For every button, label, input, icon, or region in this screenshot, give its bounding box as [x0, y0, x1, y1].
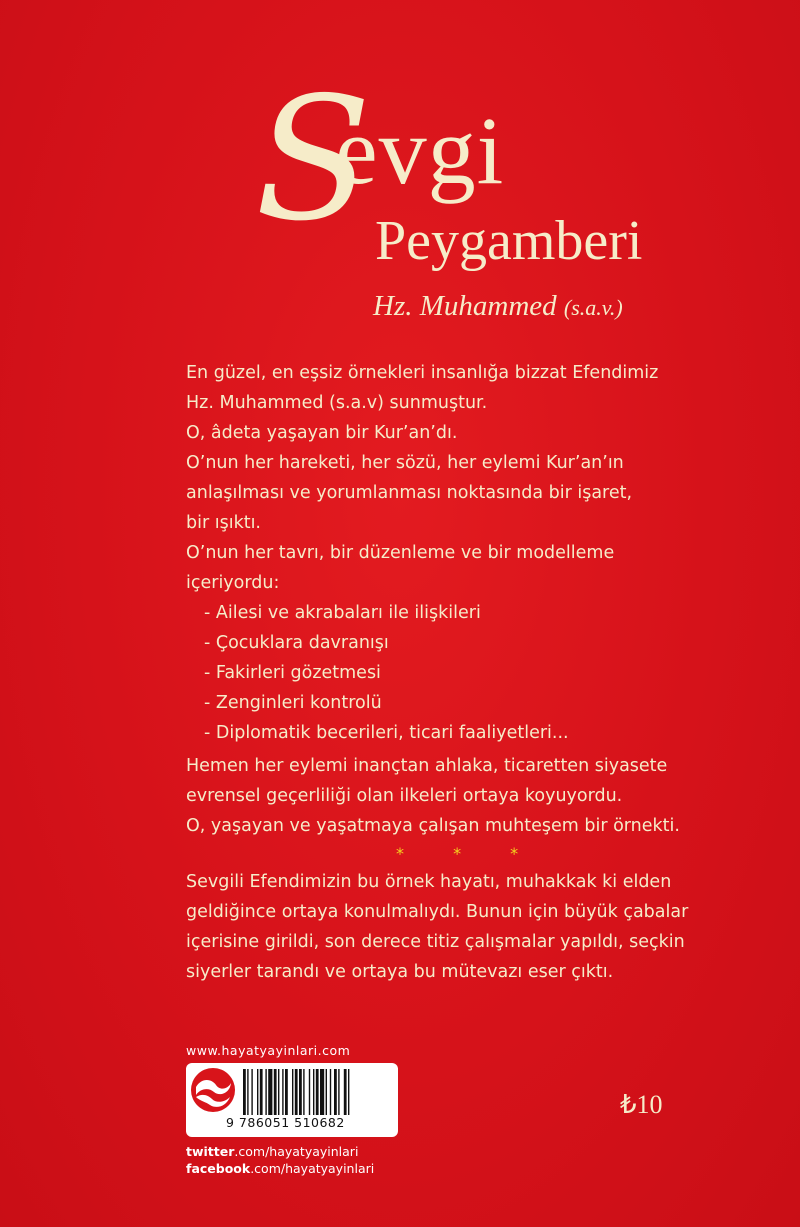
publisher-logo-icon [190, 1067, 236, 1113]
blurb-line: O, yaşayan ve yaşatmaya çalışan muhteşem bir örnekti. [186, 816, 680, 836]
separator-stars: * * * [396, 844, 541, 863]
blurb-line: bir ışıktı. [186, 513, 261, 533]
blurb-line: Sevgili Efendimizin bu örnek hayatı, muhakkak ki elden [186, 872, 672, 892]
title-initial: S [255, 61, 372, 259]
blurb-line: O, âdeta yaşayan bir Kur’an’dı. [186, 423, 458, 443]
twitter-link[interactable] [186, 1144, 358, 1159]
blurb-line: O’nun her tavrı, bir düzenleme ve bir modelleme [186, 543, 615, 563]
subtitle-honorific: (s.a.v.) [563, 295, 623, 320]
bullet-item: - Diplomatik becerileri, ticari faaliyetleri... [204, 723, 569, 743]
title-line-1: evgi [335, 97, 505, 204]
facebook-path: .com/hayatyayinlari [250, 1161, 375, 1176]
title-block [255, 61, 685, 335]
blurb-line: Hemen her eylemi inançtan ahlaka, ticaretten siyasete [186, 756, 668, 776]
isbn-barcode-box [186, 1063, 398, 1137]
barcode [242, 1069, 392, 1115]
subtitle [373, 290, 623, 323]
twitter-path: .com/hayatyayinlari [234, 1144, 359, 1159]
blurb-line: içerisine girildi, son derece titiz çalışmalar yapıldı, seçkin [186, 932, 685, 952]
facebook-link[interactable] [186, 1161, 374, 1176]
bullet-item: - Zenginleri kontrolü [204, 693, 382, 713]
blurb-line: Hz. Muhammed (s.a.v) sunmuştur. [186, 393, 488, 413]
blurb-line: evrensel geçerliliği olan ilkeleri ortaya koyuyordu. [186, 786, 623, 806]
blurb-line: içeriyordu: [186, 573, 280, 593]
bullet-item: - Çocuklara davranışı [204, 633, 389, 653]
isbn-number: 9 786051 510682 [226, 1115, 345, 1130]
bullet-item: - Ailesi ve akrabaları ile ilişkileri [204, 603, 481, 623]
title-line-2: Peygamberi [375, 210, 643, 272]
blurb-line: En güzel, en eşsiz örnekleri insanlığa bizzat Efendimiz [186, 363, 659, 383]
blurb-text [186, 358, 746, 987]
blurb-line: geldiğince ortaya konulmalıydı. Bunun için büyük çabalar [186, 902, 689, 922]
blurb-line: siyerler tarandı ve ortaya bu mütevazı eser çıktı. [186, 962, 614, 982]
bullet-item: - Fakirleri gözetmesi [204, 663, 381, 683]
blurb-line: O’nun her hareketi, her sözü, her eylemi Kur’an’ın [186, 453, 624, 473]
publisher-website: www.hayatyayinlari.com [186, 1043, 351, 1058]
subtitle-main: Hz. Muhammed [373, 290, 557, 322]
blurb-line: anlaşılması ve yorumlanması noktasında bir işaret, [186, 483, 633, 503]
price-label: ₺10 [620, 1090, 663, 1119]
facebook-label: facebook [186, 1161, 251, 1176]
twitter-label: twitter [186, 1144, 235, 1159]
